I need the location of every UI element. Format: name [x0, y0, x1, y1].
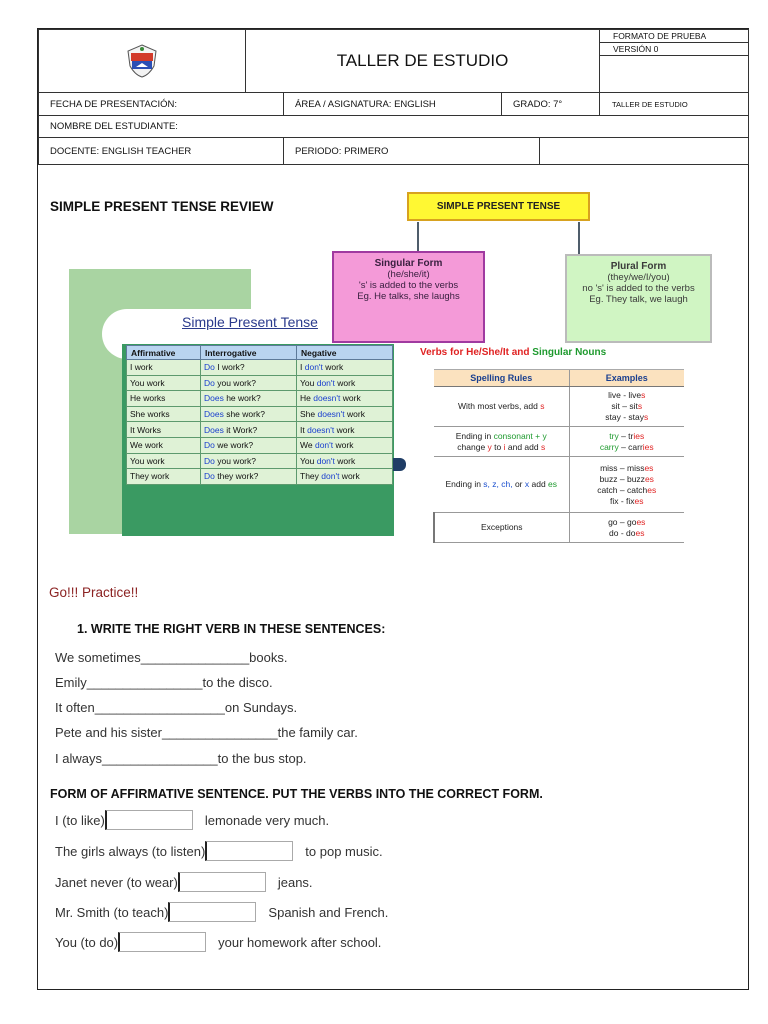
taller-small: TALLER DE ESTUDIO — [600, 93, 749, 116]
singular-example: Eg. He talks, she laughs — [357, 291, 460, 302]
spelling-title-c: and — [508, 347, 533, 358]
conjugation-table — [126, 345, 393, 485]
r2e: to — [491, 441, 504, 452]
rule-row-2 — [434, 427, 684, 457]
interrogative-aux: Does — [204, 424, 224, 435]
negative-cell — [297, 406, 393, 422]
ex2-3-post: jeans. — [277, 874, 313, 890]
ex2-1-post: lemonade very much. — [204, 812, 330, 828]
rule-1-hl: s — [540, 401, 545, 411]
negative-subject: You — [300, 455, 317, 466]
version-label: VERSIÓN 0 — [600, 43, 748, 56]
page-title: TALLER DE ESTUDIO — [246, 30, 600, 93]
exercise-1-line-3: It often__________________on Sundays. — [55, 700, 298, 715]
col-header-affirmative: Affirmative — [127, 346, 201, 360]
negative-subject: It — [300, 424, 308, 435]
ex-do: do - do — [609, 527, 636, 538]
rule-2-examples — [569, 427, 684, 457]
interrogative-cell — [201, 453, 297, 469]
singular-pronouns: (he/she/it) — [387, 269, 430, 280]
interrogative-aux: Does — [204, 393, 224, 404]
negative-subject: You — [300, 377, 317, 388]
ex-go: go – go — [608, 516, 637, 527]
r2f: i — [503, 441, 506, 452]
negative-rest: work — [333, 440, 354, 451]
negative-subject: He — [300, 393, 314, 404]
spelling-title-b: He/She/It — [466, 347, 509, 358]
ex-catch-es: es — [647, 484, 657, 495]
rule-3-examples — [569, 457, 684, 513]
negative-cell — [297, 422, 393, 438]
spelling-title-a: Verbs for — [420, 347, 467, 358]
singular-title: Singular Form — [374, 258, 443, 269]
negative-rest: work — [340, 393, 361, 404]
negative-aux: don't — [316, 377, 335, 388]
ex2-3-pre: Janet never (to wear) — [55, 874, 178, 890]
affirmative-cell: You work — [127, 375, 201, 391]
interrogative-aux: Do — [204, 471, 215, 482]
interrogative-rest: he work? — [223, 393, 261, 404]
ex-go-es: es — [636, 516, 646, 527]
rule-1-examples — [569, 387, 684, 427]
negative-subject: We — [300, 440, 315, 451]
r2h: s — [540, 441, 546, 452]
rule-1-label: With most verbs, add — [458, 401, 541, 411]
format-label: FORMATO DE PRUEBA — [600, 30, 748, 43]
area-field: ÁREA / ASIGNATURA: ENGLISH — [284, 93, 502, 116]
negative-subject: She — [300, 409, 318, 420]
header-table — [38, 29, 749, 165]
ex-miss: miss – miss — [600, 462, 645, 473]
rule-row-4 — [434, 513, 684, 543]
negative-aux: don't — [316, 455, 335, 466]
interrogative-aux: Do — [204, 362, 215, 373]
negative-aux: doesn't — [307, 424, 335, 435]
affirmative-cell: They work — [127, 469, 201, 485]
affirmative-cell: He works — [127, 391, 201, 407]
ex2-5-post: your homework after school. — [218, 934, 382, 950]
negative-rest: work — [322, 362, 344, 373]
exercise-1-line-5: I always________________to the bus stop. — [55, 751, 307, 766]
ex-buzz: buzz – buzz — [599, 473, 645, 484]
col-header-negative: Negative — [297, 346, 393, 360]
negative-cell — [297, 375, 393, 391]
negative-aux: doesn't — [317, 409, 345, 420]
answer-input-2[interactable] — [205, 841, 293, 861]
answer-input-3[interactable] — [178, 872, 266, 892]
negative-rest: work — [334, 455, 356, 466]
interrogative-rest: we work? — [214, 440, 254, 451]
spelling-title — [420, 347, 606, 358]
exercise-1-line-4: Pete and his sister________________the family car. — [55, 725, 358, 740]
spelling-rules-table — [433, 369, 684, 543]
negative-cell — [297, 360, 393, 376]
interrogative-cell — [201, 375, 297, 391]
negative-rest: work — [334, 424, 355, 435]
ex-carr: – carr — [618, 441, 643, 452]
rules-header-spelling: Spelling Rules — [434, 370, 569, 387]
negative-subject: They — [300, 471, 322, 482]
negative-aux: don't — [321, 471, 340, 482]
negative-aux: don't — [314, 440, 334, 451]
ex-catch: catch – catch — [597, 484, 648, 495]
rules-header-examples: Examples — [569, 370, 684, 387]
connector-left — [417, 222, 419, 252]
singular-rule: 's' is added to the verbs — [358, 280, 459, 291]
empty-field — [540, 138, 749, 165]
ex2-2-pre: The girls always (to listen) — [55, 843, 206, 859]
affirmative-cell: I work — [127, 360, 201, 376]
grado-field: GRADO: 7° — [502, 93, 600, 116]
affirmative-cell: We work — [127, 437, 201, 453]
school-logo — [127, 44, 157, 78]
conjugation-row — [127, 406, 393, 422]
interrogative-aux: Do — [204, 440, 215, 451]
rule-4-text: Exceptions — [434, 513, 569, 543]
conjugation-row — [127, 469, 393, 485]
spelling-title-d: Singular Nouns — [532, 347, 607, 358]
plural-pronouns: (they/we/I/you) — [607, 272, 670, 283]
interrogative-cell — [201, 422, 297, 438]
ex2-5-pre: You (to do) — [55, 934, 119, 950]
conjugation-row — [127, 391, 393, 407]
interrogative-rest: it Work? — [223, 424, 258, 435]
ex-sit: sit – sit — [611, 401, 638, 411]
ex-fix-es: es — [634, 495, 644, 506]
rule-row-1 — [434, 387, 684, 427]
ex-buzz-es: es — [644, 473, 654, 484]
negative-rest: work — [334, 377, 356, 388]
ex-sit-s: s — [637, 401, 643, 411]
exercise-2-item-3 — [55, 872, 313, 892]
negative-cell — [297, 469, 393, 485]
connector-right — [578, 222, 580, 255]
col-header-interrogative: Interrogative — [201, 346, 297, 360]
exercise-2-item-4 — [55, 902, 388, 922]
singular-form-box — [332, 251, 485, 343]
interrogative-cell — [201, 469, 297, 485]
plural-form-box — [565, 254, 712, 343]
r3f: es — [548, 479, 558, 489]
interrogative-cell — [201, 360, 297, 376]
ex2-4-post: Spanish and French. — [268, 904, 389, 920]
negative-cell — [297, 437, 393, 453]
practice-heading: Go!!! Practice!! — [49, 585, 139, 600]
ex2-4-pre: Mr. Smith (to teach) — [55, 904, 169, 920]
interrogative-rest: she work? — [223, 409, 265, 420]
plural-example: Eg. They talk, we laugh — [589, 294, 688, 305]
ex-live: live - live — [608, 390, 642, 400]
exercise-1-title: 1. WRITE THE RIGHT VERB IN THESE SENTENCES: — [77, 622, 386, 636]
ex-tr: – tr — [618, 430, 634, 441]
interrogative-aux: Do — [204, 455, 215, 466]
affirmative-cell: She works — [127, 406, 201, 422]
format-stack — [600, 30, 749, 93]
rule-1-text — [434, 387, 569, 427]
logo-cell — [39, 30, 246, 93]
ex-carry: carry — [599, 441, 619, 452]
conjugation-row — [127, 375, 393, 391]
ex-try: try — [609, 430, 619, 441]
r3b: s, z, ch, — [483, 479, 513, 489]
negative-cell — [297, 391, 393, 407]
interrogative-rest: you work? — [214, 455, 256, 466]
conjugation-row — [127, 360, 393, 376]
negative-rest: work — [339, 471, 360, 482]
docente-field: DOCENTE: ENGLISH TEACHER — [39, 138, 284, 165]
nombre-field: NOMBRE DEL ESTUDIANTE: — [39, 116, 749, 138]
ex2-1-pre: I (to like) — [55, 812, 105, 828]
r3d: x — [524, 479, 530, 489]
conjugation-row — [127, 437, 393, 453]
rule-row-3 — [434, 457, 684, 513]
worksheet-page — [37, 28, 749, 990]
exercise-2-item-2 — [55, 841, 383, 861]
affirmative-cell: You work — [127, 453, 201, 469]
negative-aux: doesn't — [313, 393, 341, 404]
plural-rule: no 's' is added to the verbs — [582, 283, 695, 294]
conjugation-row — [127, 453, 393, 469]
r2d: y — [487, 441, 492, 452]
exercise-1-line-2: Emily________________to the disco. — [55, 675, 273, 690]
r3a: Ending in — [445, 479, 484, 489]
rule-2-text — [434, 427, 569, 457]
section-title: SIMPLE PRESENT TENSE REVIEW — [50, 199, 274, 214]
r2g: and add — [505, 441, 541, 452]
interrogative-aux: Does — [204, 409, 224, 420]
negative-rest: work — [344, 409, 365, 420]
answer-input-4[interactable] — [168, 902, 256, 922]
exercise-2-item-1 — [55, 810, 329, 830]
ex-fix: fix - fix — [609, 495, 635, 506]
answer-input-1[interactable] — [105, 810, 193, 830]
negative-subject: I — [300, 362, 305, 373]
r3e: add — [529, 479, 549, 489]
r2a: Ending in — [455, 430, 494, 441]
interrogative-rest: you work? — [214, 377, 256, 388]
negative-aux: don't — [304, 362, 323, 373]
exercise-1-line-1: We sometimes_______________books. — [55, 650, 288, 665]
interrogative-rest: they work? — [214, 471, 259, 482]
format-empty — [600, 56, 748, 89]
conjugation-title: Simple Present Tense — [182, 314, 318, 330]
interrogative-cell — [201, 391, 297, 407]
interrogative-rest: I work? — [214, 362, 245, 373]
plural-title: Plural Form — [610, 261, 667, 272]
ex-stay: stay - stay — [605, 412, 644, 422]
fecha-field: FECHA DE PRESENTACIÓN: — [39, 93, 284, 116]
diagram-top-box: SIMPLE PRESENT TENSE — [407, 192, 590, 221]
affirmative-cell: It Works — [127, 422, 201, 438]
ex-miss-es: es — [644, 462, 654, 473]
rule-3-text — [434, 457, 569, 513]
ex-do-es: es — [635, 527, 645, 538]
exercise-2-item-5 — [55, 932, 381, 952]
ex-carries: ies — [642, 441, 654, 452]
interrogative-cell — [201, 437, 297, 453]
answer-input-5[interactable] — [118, 932, 206, 952]
ex-live-s: s — [641, 390, 646, 400]
exercise-2-title: FORM OF AFFIRMATIVE SENTENCE. PUT THE VERBS INTO THE CORRECT FORM. — [50, 787, 543, 801]
conjugation-row — [127, 422, 393, 438]
interrogative-aux: Do — [204, 377, 215, 388]
r2c: change — [457, 441, 488, 452]
negative-cell — [297, 453, 393, 469]
interrogative-cell — [201, 406, 297, 422]
ex-tries: ies — [633, 430, 645, 441]
periodo-field: PERIODO: PRIMERO — [284, 138, 540, 165]
r3c: or — [512, 479, 525, 489]
rule-4-examples — [569, 513, 684, 543]
r2b: consonant + y — [493, 430, 547, 441]
ex2-2-post: to pop music. — [305, 843, 383, 859]
ex-stay-s: s — [643, 412, 649, 422]
